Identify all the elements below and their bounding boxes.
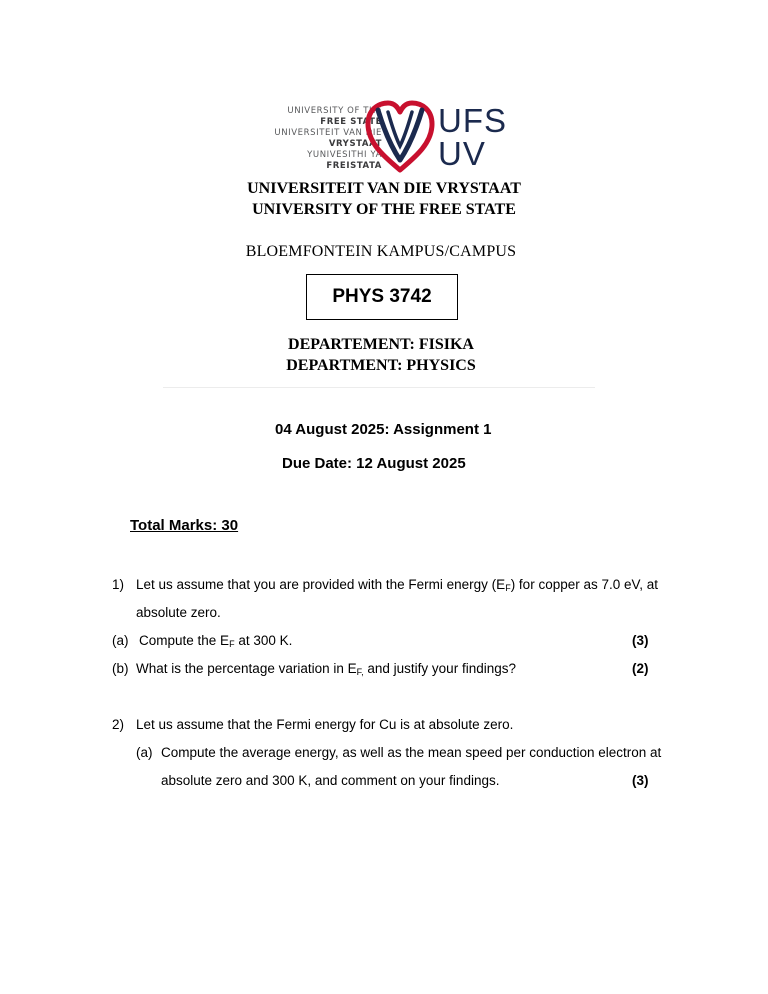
question-2a-label: (a) [136,745,153,760]
subscript: F [229,639,235,649]
logo-line: UNIVERSITY OF THE [287,106,382,116]
university-name-en: UNIVERSITY OF THE FREE STATE [252,201,516,218]
text-segment: What is the percentage variation in E [136,661,357,676]
question-1a-marks: (3) [632,633,649,648]
question-2-text: Let us assume that the Fermi energy for Cu is at absolute zero. [136,717,514,732]
subscript: F [505,583,511,593]
question-1b-text [136,661,516,676]
question-1b-marks: (2) [632,661,649,676]
assignment-title: 04 August 2025: Assignment 1 [275,421,492,438]
question-2a-text-line2: absolute zero and 300 K, and comment on your findings. [161,773,500,788]
ufs-heart-emblem-icon [364,100,436,174]
question-1-number: 1) [112,577,125,592]
department-af: DEPARTEMENT: FISIKA [288,336,474,353]
text-segment: and justify your findings? [363,661,516,676]
due-date: Due Date: 12 August 2025 [282,455,466,472]
total-marks: Total Marks: 30 [130,517,239,534]
question-1-text-line2: absolute zero. [136,605,221,620]
question-1b-label: (b) [112,661,129,676]
campus-heading: BLOEMFONTEIN KAMPUS/CAMPUS [245,243,517,260]
question-1-text [136,577,658,592]
logo-line: FREE STATE [320,117,382,127]
question-2a-marks: (3) [632,773,649,788]
question-2-number: 2) [112,717,125,732]
ufs-abbreviation: UFS [438,102,507,139]
uv-abbreviation: UV [438,135,486,172]
university-name-stack [230,106,382,172]
text-segment: Let us assume that you are provided with the Fermi energy (E [136,577,506,592]
divider [163,387,595,388]
text-segment: Compute the E [139,633,230,648]
course-code: PHYS 3742 [332,286,432,307]
course-code-box [306,274,458,320]
text-segment: at 300 K. [234,633,293,648]
ufs-uv-wordmark [438,104,518,170]
subscript: F, [356,667,364,677]
question-1a-label: (a) [112,633,129,648]
question-2a-text: Compute the average energy, as well as the mean speed per conduction electron at [161,745,662,760]
logo-line: VRYSTAAT [328,139,382,149]
text-segment: ) for copper as 7.0 eV, at [510,577,659,592]
logo-line: YUNIVESITHI YA [307,150,382,160]
university-name-af: UNIVERSITEIT VAN DIE VRYSTAAT [247,180,521,197]
logo-line: UNIVERSITEIT VAN DIE [274,128,382,138]
department-en: DEPARTMENT: PHYSICS [286,357,476,374]
question-1a-text [139,633,292,648]
logo-line: FREISTATA [326,161,382,171]
